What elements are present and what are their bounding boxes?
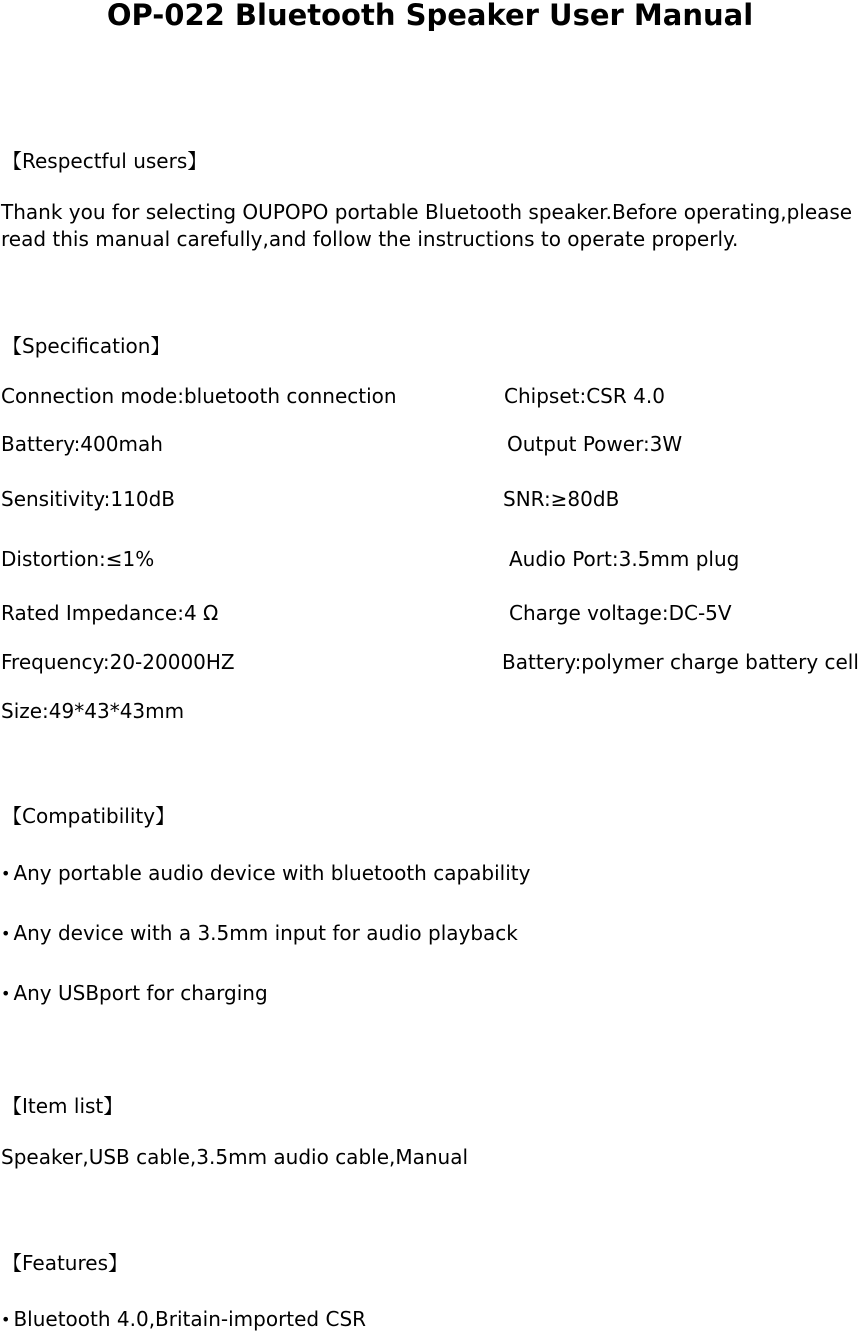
section-heading-compatibility: 【Compatibility】 [2, 804, 176, 828]
spec-size: Size:49*43*43mm [1, 699, 185, 723]
section-heading-features: 【Features】 [2, 1251, 128, 1275]
intro-line-1: Thank you for selecting OUPOPO portable Bluetooth speaker.Before operating,please [1, 200, 853, 224]
spec-battery: Battery:400mah [1, 432, 163, 456]
spec-connection-mode: Connection mode:bluetooth connection [1, 384, 397, 408]
spec-distortion: Distortion:≤1% [1, 547, 155, 571]
spec-audio-port: Audio Port:3.5mm plug [509, 547, 740, 571]
feature-item-text: Bluetooth 4.0,Britain-imported CSR [13, 1307, 367, 1331]
spec-output-power: Output Power:3W [507, 432, 683, 456]
document-title: OP-022 Bluetooth Speaker User Manual [106, 0, 754, 32]
compat-item [1, 921, 518, 945]
bullet-icon: • [1, 1310, 11, 1329]
compat-item-text: Any USBport for charging [13, 981, 268, 1005]
spec-battery-type: Battery:polymer charge battery cell [502, 650, 859, 674]
intro-line-2: read this manual carefully,and follow the instructions to operate properly. [1, 227, 739, 251]
spec-rated-impedance: Rated Impedance:4 Ω [1, 601, 219, 625]
compat-item-text: Any device with a 3.5mm input for audio playback [13, 921, 518, 945]
feature-item [1, 1307, 366, 1331]
bullet-icon: • [1, 864, 11, 883]
section-heading-respectful-users: 【Respectful users】 [2, 149, 208, 173]
bullet-icon: • [1, 984, 11, 1003]
spec-charge-voltage: Charge voltage:DC-5V [509, 601, 732, 625]
compat-item-text: Any portable audio device with bluetooth capability [13, 861, 531, 885]
spec-chipset: Chipset:CSR 4.0 [504, 384, 665, 408]
compat-item [1, 861, 530, 885]
bullet-icon: • [1, 924, 11, 943]
section-heading-item-list: 【Item list】 [2, 1094, 124, 1118]
compat-item [1, 981, 268, 1005]
item-list-text: Speaker,USB cable,3.5mm audio cable,Manual [1, 1145, 469, 1169]
spec-snr: SNR:≥80dB [503, 487, 620, 511]
spec-frequency: Frequency:20-20000HZ [1, 650, 235, 674]
section-heading-specification: 【Specification】 [2, 334, 171, 358]
spec-sensitivity: Sensitivity:110dB [1, 487, 175, 511]
